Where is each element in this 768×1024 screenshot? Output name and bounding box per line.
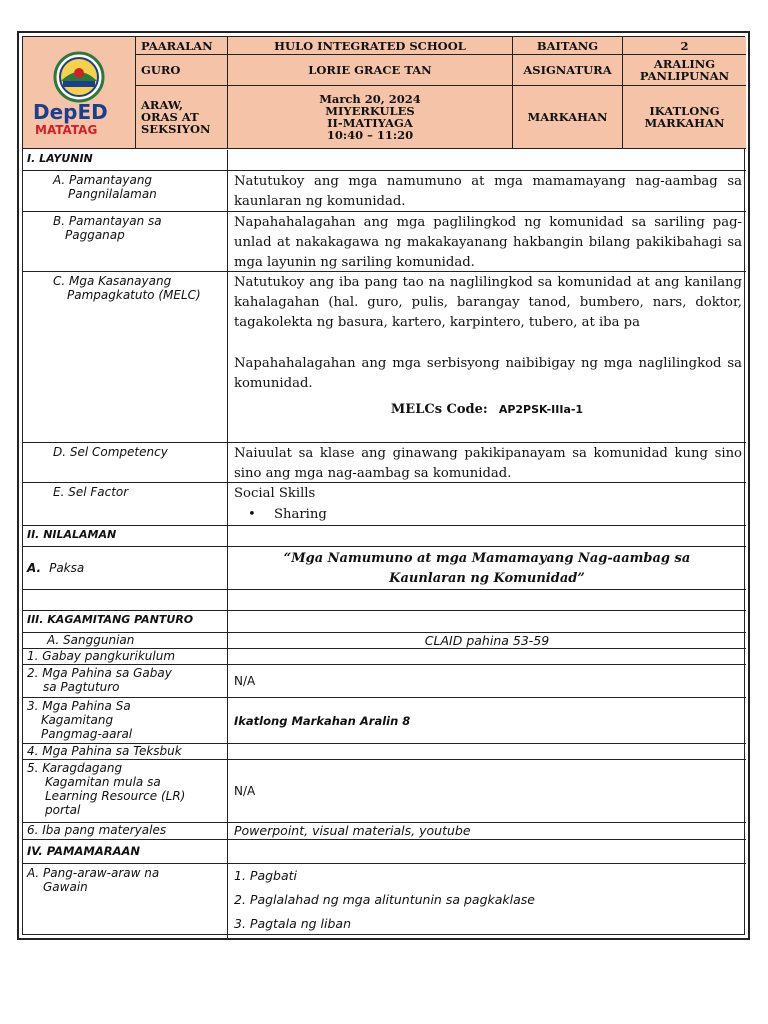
paksa-title (228, 547, 746, 589)
quarter-line-1: IKATLONG (649, 104, 720, 118)
logo-text-deped: DepED (33, 100, 108, 124)
melc-code-line (228, 398, 746, 417)
melc-code-value: AP2PSK-IIIa-1 (498, 403, 584, 416)
material-4-label: 4. Mga Pahina sa Teksbuk (23, 744, 228, 759)
material-a-row (23, 633, 746, 649)
material-3-row (23, 698, 746, 744)
grade-label: BAITANG (513, 37, 623, 55)
material-3-label-line-1: 3. Mga Pahina Sa (27, 699, 131, 713)
material-5-label-line-4: portal (45, 803, 81, 817)
quarter-value (623, 86, 746, 148)
objective-e-row (23, 483, 746, 526)
section-kagamitan-row (23, 611, 746, 633)
objective-c-label-line-2: Pampagkatuto (MELC) (67, 288, 201, 302)
material-5-label (23, 760, 228, 822)
procedure-a-label-line-1: A. Pang-araw-araw na (27, 866, 160, 880)
teacher-name: LORIE GRACE TAN (228, 55, 513, 86)
subject-label: ASIGNATURA (513, 55, 623, 86)
lesson-plan-frame (17, 31, 750, 940)
objective-b-row (23, 212, 746, 272)
subject-line-2: PANLIPUNAN (639, 69, 730, 83)
section-pamamaraan-row (23, 840, 746, 864)
procedure-a-row (23, 864, 746, 938)
material-5-value: N/A (234, 784, 256, 798)
material-2-label (23, 665, 228, 697)
objective-c-row (23, 272, 746, 443)
objective-e-bullet-text: Sharing (273, 507, 327, 522)
material-1-row (23, 649, 746, 665)
deped-seal-icon (23, 37, 135, 148)
bullet-dot-icon: • (248, 507, 256, 522)
objective-c-label-line-1: C. Mga Kasanayang (53, 274, 172, 288)
section-nilalaman-row (23, 526, 746, 547)
procedure-a-label-line-2: Gawain (43, 880, 88, 894)
objective-e-content (228, 483, 746, 525)
material-6-label: 6. Iba pang materyales (23, 823, 228, 839)
paksa-label (23, 547, 228, 589)
procedure-step: 1. Pagbati (234, 868, 298, 883)
material-5-label-line-3: Learning Resource (LR) (45, 789, 186, 803)
objective-a-label-line-1: A. Pamantayang (53, 173, 153, 187)
material-1-label: 1. Gabay pangkurikulum (23, 649, 228, 664)
objective-b-label (23, 212, 228, 271)
objective-a-label (23, 171, 228, 211)
header-block (23, 37, 746, 149)
procedure-a-label (23, 864, 228, 938)
material-3-label-line-2: Kagamitang (41, 713, 114, 727)
material-6-value: Powerpoint, visual materials, youtube (234, 823, 471, 838)
material-4-row (23, 744, 746, 760)
material-6-row (23, 823, 746, 840)
date-label-line-3: SEKSIYON (141, 122, 211, 136)
objective-e-text: Social Skills (234, 486, 316, 501)
objective-d-label: D. Sel Competency (23, 443, 228, 482)
section-title-layunin: I. LAYUNIN (23, 150, 228, 170)
paksa-title-line-2: Kaunlaran ng Komunidad” (389, 571, 585, 586)
section-layunin-row (23, 150, 746, 171)
quarter-label: MARKAHAN (513, 86, 623, 148)
paksa-title-line-1: “Mga Namumuno at mga Mamamayang Nag-aambag sa (283, 551, 691, 566)
material-2-label-line-1: 2. Mga Pahina sa Gabay (27, 666, 172, 680)
material-5-row (23, 760, 746, 823)
material-a-value: CLAID pahina 53-59 (424, 633, 550, 648)
objective-b-label-line-2: Pagganap (65, 228, 125, 242)
section-title-kagamitan: III. KAGAMITANG PANTURO (23, 611, 228, 632)
procedure-step: 2. Paglalahad ng mga alituntunin sa pagkaklase (234, 892, 535, 907)
subject-value (623, 55, 746, 86)
material-a-label: A. Sanggunian (23, 633, 228, 648)
lesson-day: MIYERKULES (325, 104, 415, 118)
logo-text-matatag: MATATAG (35, 123, 98, 137)
section-title-pamamaraan: IV. PAMAMARAAN (23, 840, 228, 863)
school-name: HULO INTEGRATED SCHOOL (228, 37, 513, 55)
quarter-line-2: MARKAHAN (644, 116, 725, 130)
objective-e-label: E. Sel Factor (23, 483, 228, 525)
material-5-label-line-2: Kagamitan mula sa (45, 775, 161, 789)
section-title-nilalaman: II. NILALAMAN (23, 526, 228, 546)
school-label: PAARALAN (136, 37, 228, 55)
objective-c-content (228, 272, 746, 442)
paksa-letter: A. (27, 561, 42, 575)
subject-line-1: ARALING (653, 57, 716, 71)
objective-b-label-line-1: B. Pamantayan sa (53, 214, 162, 228)
paksa-row (23, 547, 746, 590)
objective-c-text-1: Natutukoy ang iba pang tao na naglilingkod sa komunidad at ang kanilang kahalagahan (hal. guro, pulis, barangay tanod, bumbero, nars, doktor, tagakolekta ng basura, kartero, karpintero, tubero, at iba pa (234, 275, 742, 330)
objective-c-text-2: Napahahalagahan ang mga serbisyong naibibigay ng mga naglilingkod sa komunidad. (234, 356, 742, 391)
date-time-section (228, 86, 513, 148)
deped-logo (23, 37, 136, 148)
material-5-label-line-1: 5. Karagdagang (27, 761, 123, 775)
lesson-time: 10:40 – 11:20 (326, 128, 414, 142)
procedure-step: 3. Pagtala ng liban (234, 916, 351, 931)
objective-a-text: Natutukoy ang mga namumuno at mga mamamayang nag-aambag sa kaunlaran ng komunidad. (234, 174, 742, 209)
date-label-line-2: ORAS AT (141, 110, 199, 124)
lesson-section: II-MATIYAGA (327, 116, 413, 130)
objective-a-label-line-2: Pangnilalaman (68, 187, 157, 201)
material-2-row (23, 665, 746, 698)
objective-e-bullet-item (228, 504, 746, 525)
procedure-steps (228, 864, 746, 938)
date-label-line-1: ARAW, (141, 98, 183, 112)
melc-code-label: MELCs Code: (390, 402, 488, 417)
material-2-label-line-2: sa Pagtuturo (43, 680, 120, 694)
objective-d-text: Naiuulat sa klase ang ginawang pakikipanayam sa komunidad kung sino sino ang mga nag-aambag sa komunidad. (234, 446, 742, 481)
material-3-label (23, 698, 228, 743)
teacher-label: GURO (136, 55, 228, 86)
material-3-label-line-3: Pangmag-aaral (41, 727, 133, 741)
objective-d-row (23, 443, 746, 483)
objective-a-row (23, 171, 746, 212)
paksa-label-text: Paksa (49, 561, 85, 575)
lesson-date: March 20, 2024 (319, 92, 421, 106)
lesson-plan-table (22, 36, 745, 935)
material-3-value: Ikatlong Markahan Aralin 8 (234, 713, 411, 728)
grade-value: 2 (623, 37, 746, 55)
material-2-value: N/A (234, 674, 256, 688)
objective-b-text: Napahahalagahan ang mga paglilingkod ng komunidad sa sariling pag- unlad at nakakagawa ng makakayanang hakbangin bilang pakikibahagi sa mga layunin ng sariling komunidad. (234, 215, 742, 270)
date-label (136, 86, 228, 148)
objective-c-label (23, 272, 228, 442)
blank-row (23, 590, 746, 611)
